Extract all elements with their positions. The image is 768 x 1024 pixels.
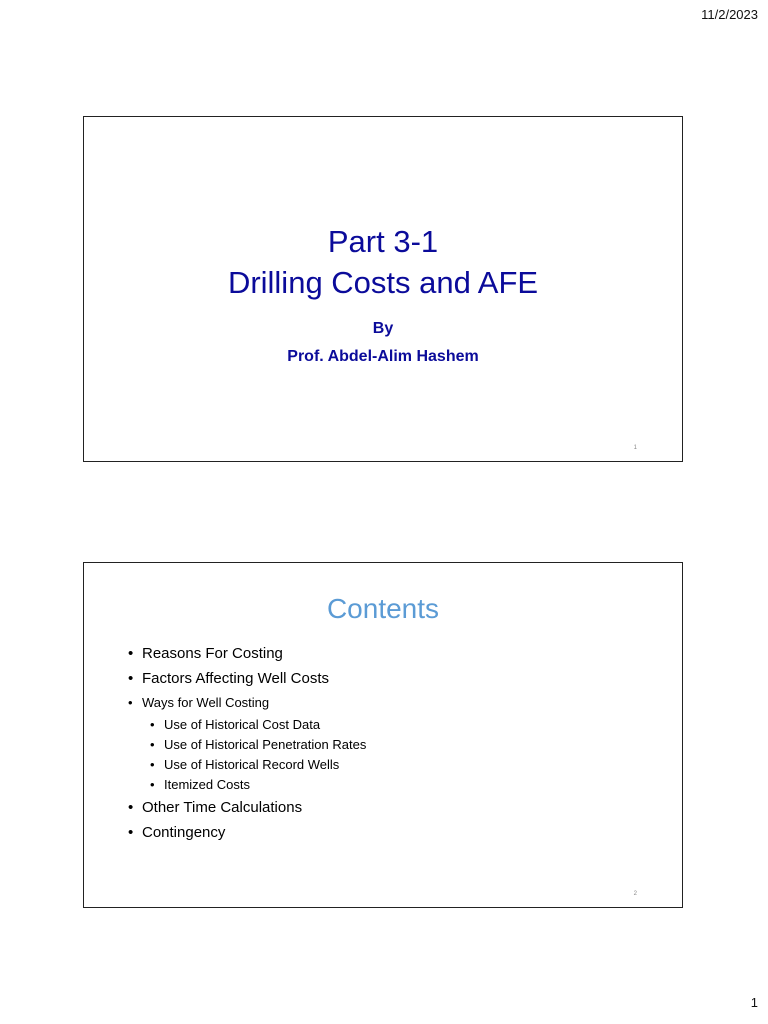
sub-list-item: • Use of Historical Penetration Rates [150,735,662,755]
byline [84,315,682,371]
slide-2 [83,562,683,908]
slide-1 [83,116,683,462]
title-block [84,221,682,371]
sub-list-item: • Itemized Costs [150,775,662,795]
slide-title-line-2: Drilling Costs and AFE [227,265,539,300]
list-item: • Factors Affecting Well Costs [128,666,662,691]
list-item: • Ways for Well Costing [128,691,662,715]
slide-title-line-1: Part 3-1 [327,224,439,259]
list-item: • Other Time Calculations [128,795,662,820]
author-name: Prof. Abdel-Alim Hashem [287,348,479,365]
slide-number: 2 [633,891,637,897]
sub-list-item: • Use of Historical Record Wells [150,755,662,775]
page-date: 11/2/2023 [701,7,758,22]
list-item: • Reasons For Costing [128,641,662,666]
contents-list [128,641,662,845]
slide-number: 1 [633,445,637,451]
by-label: By [372,320,394,337]
list-item: • Contingency [128,820,662,845]
contents-title: Contents [326,593,440,624]
sub-list-item: • Use of Historical Cost Data [150,715,662,735]
page-number: 1 [750,995,758,1010]
